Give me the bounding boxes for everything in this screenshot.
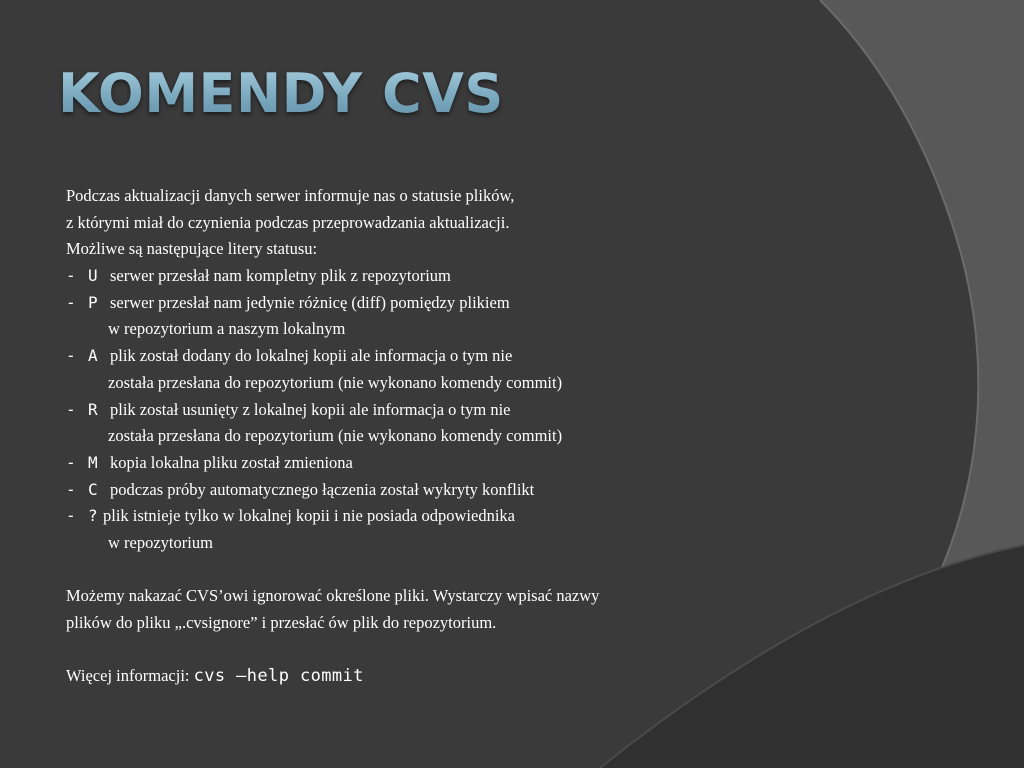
more-info-label: Więcej informacji:: [66, 666, 194, 686]
slide-title: KOMENDY CVS: [58, 62, 504, 125]
bullet-dash: -: [66, 479, 76, 499]
help-command: cvs –help commit: [193, 666, 364, 687]
status-description-continued: została przesłana do repozytorium (nie wykonano komendy commit): [108, 426, 563, 446]
intro-line-3: Możliwe są następujące litery statusu:: [66, 239, 318, 259]
status-description: podczas próby automatycznego łączenia został wykryty konflikt: [110, 479, 535, 499]
bullet-dash: -: [66, 399, 76, 419]
status-description: serwer przesłał nam jedynie różnicę (diff) pomiędzy plikiem: [110, 292, 510, 312]
status-item-c: [66, 477, 786, 504]
bullet-dash: -: [66, 452, 76, 472]
ignore-note-line-2: plików do pliku „.cvsignore” i przesłać ów plik do repozytorium.: [66, 613, 497, 632]
bullet-dash: -: [66, 292, 76, 312]
status-description-continued: w repozytorium: [108, 532, 213, 552]
bullet-dash: -: [66, 346, 76, 366]
status-description: plik istnieje tylko w lokalnej kopii i nie posiada odpowiednika: [103, 506, 515, 526]
status-letter: C: [88, 479, 98, 499]
status-description-continued: została przesłana do repozytorium (nie wykonano komendy commit): [108, 372, 563, 392]
status-description: plik został dodany do lokalnej kopii ale informacja o tym nie: [110, 346, 513, 366]
status-letter: ?: [88, 506, 98, 526]
intro-line-1: Podczas aktualizacji danych serwer informuje nas o statusie plików,: [66, 186, 515, 205]
paragraph-gap: [66, 557, 786, 584]
status-item-r: [66, 397, 786, 424]
status-letter: P: [88, 292, 98, 312]
status-letter: U: [88, 266, 98, 286]
status-description: plik został usunięty z lokalnej kopii ale informacja o tym nie: [110, 399, 511, 419]
status-letter: R: [88, 399, 98, 419]
status-item-u: [66, 263, 786, 290]
status-letter: A: [88, 346, 98, 366]
paragraph-gap: [66, 637, 786, 664]
status-description: serwer przesłał nam kompletny plik z repozytorium: [110, 266, 451, 286]
ignore-note-line-1: Możemy nakazać CVS’owi ignorować określone pliki. Wystarczy wpisać nazwy: [66, 586, 600, 606]
bullet-dash: -: [66, 266, 76, 286]
status-item-a: [66, 343, 786, 370]
more-info-line: [66, 663, 786, 690]
status-item-p: [66, 290, 786, 317]
status-item-m: [66, 450, 786, 477]
status-description: kopia lokalna pliku został zmieniona: [110, 452, 353, 472]
status-description-continued: w repozytorium a naszym lokalnym: [108, 319, 346, 339]
intro-line-2: z którymi miał do czynienia podczas przeprowadzania aktualizacji.: [66, 212, 510, 232]
status-item-unknown: [66, 503, 786, 530]
slide-body: [66, 183, 786, 690]
status-letter: M: [88, 452, 98, 472]
bullet-dash: -: [66, 506, 76, 526]
